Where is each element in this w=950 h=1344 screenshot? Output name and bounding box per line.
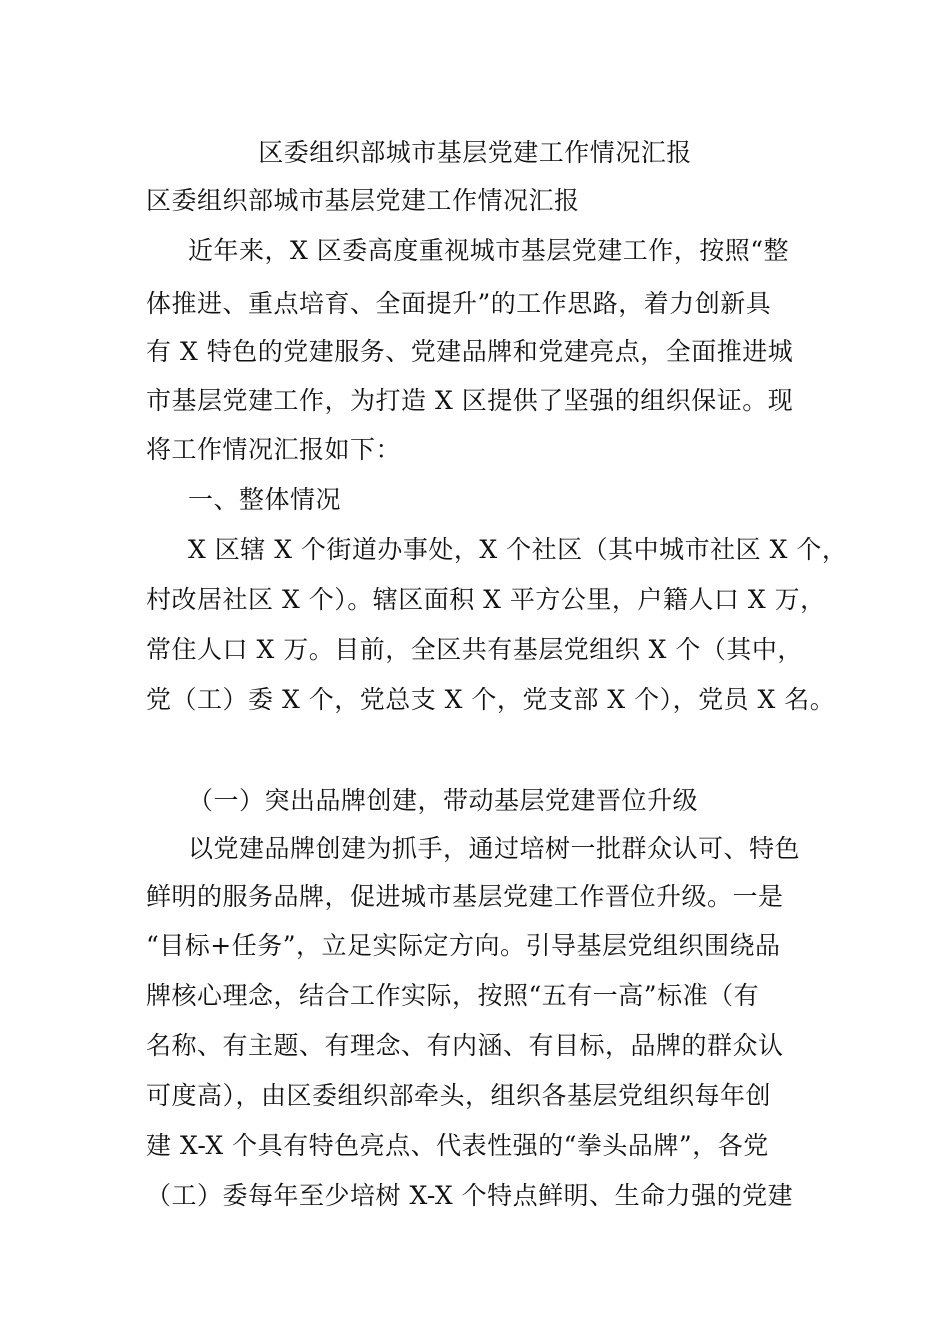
paragraph-line: 名称、有主题、有理念、有内涵、有目标，品牌的群众认: [146, 1031, 784, 1060]
subsection-heading: （一）突出品牌创建，带动基层党建晋位升级: [188, 786, 699, 815]
paragraph-line: X 区辖 X 个街道办事处，X 个社区（其中城市社区 X 个，: [188, 535, 848, 564]
paragraph-line: 可度高），由区委组织部牵头，组织各基层党组织每年创: [146, 1081, 772, 1110]
section-heading: 一、整体情况: [188, 485, 342, 514]
paragraph-line: 常住人口 X 万。目前，全区共有基层党组织 X 个（其中，: [146, 635, 803, 664]
paragraph-line: 将工作情况汇报如下：: [146, 435, 402, 464]
paragraph-line: 党（工）委 X 个，党总支 X 个，党支部 X 个），党员 X 名。: [146, 685, 836, 714]
paragraph-line: 有 X 特色的党建服务、党建品牌和党建亮点，全面推进城: [146, 337, 794, 366]
paragraph-line: 市基层党建工作，为打造 X 区提供了坚强的组织保证。现: [146, 386, 794, 415]
paragraph-line: 牌核心理念，结合工作实际，按照“五有一高”标准（有: [146, 981, 760, 1010]
document-title: 区委组织部城市基层党建工作情况汇报: [258, 138, 692, 167]
paragraph-line: 建 X-X 个具有特色亮点、代表性强的“拳头品牌”，各党: [146, 1131, 769, 1160]
paragraph-line: 近年来，X 区委高度重视城市基层党建工作，按照“整: [188, 236, 790, 265]
paragraph-line: “目标+任务”，立足实际定方向。引导基层党组织围绕品: [146, 931, 781, 960]
paragraph-line: 以党建品牌创建为抓手，通过培树一批群众认可、特色: [188, 834, 801, 863]
paragraph-line: （工）委每年至少培树 X-X 个特点鲜明、生命力强的党建: [146, 1181, 794, 1210]
paragraph-line: 体推进、重点培育、全面提升”的工作思路，着力创新具: [146, 289, 772, 318]
subtitle-line: 区委组织部城市基层党建工作情况汇报: [146, 186, 580, 215]
paragraph-line: 村改居社区 X 个）。辖区面积 X 平方公里，户籍人口 X 万，: [146, 585, 826, 614]
paragraph-line: 鲜明的服务品牌，促进城市基层党建工作晋位升级。一是: [146, 882, 784, 911]
